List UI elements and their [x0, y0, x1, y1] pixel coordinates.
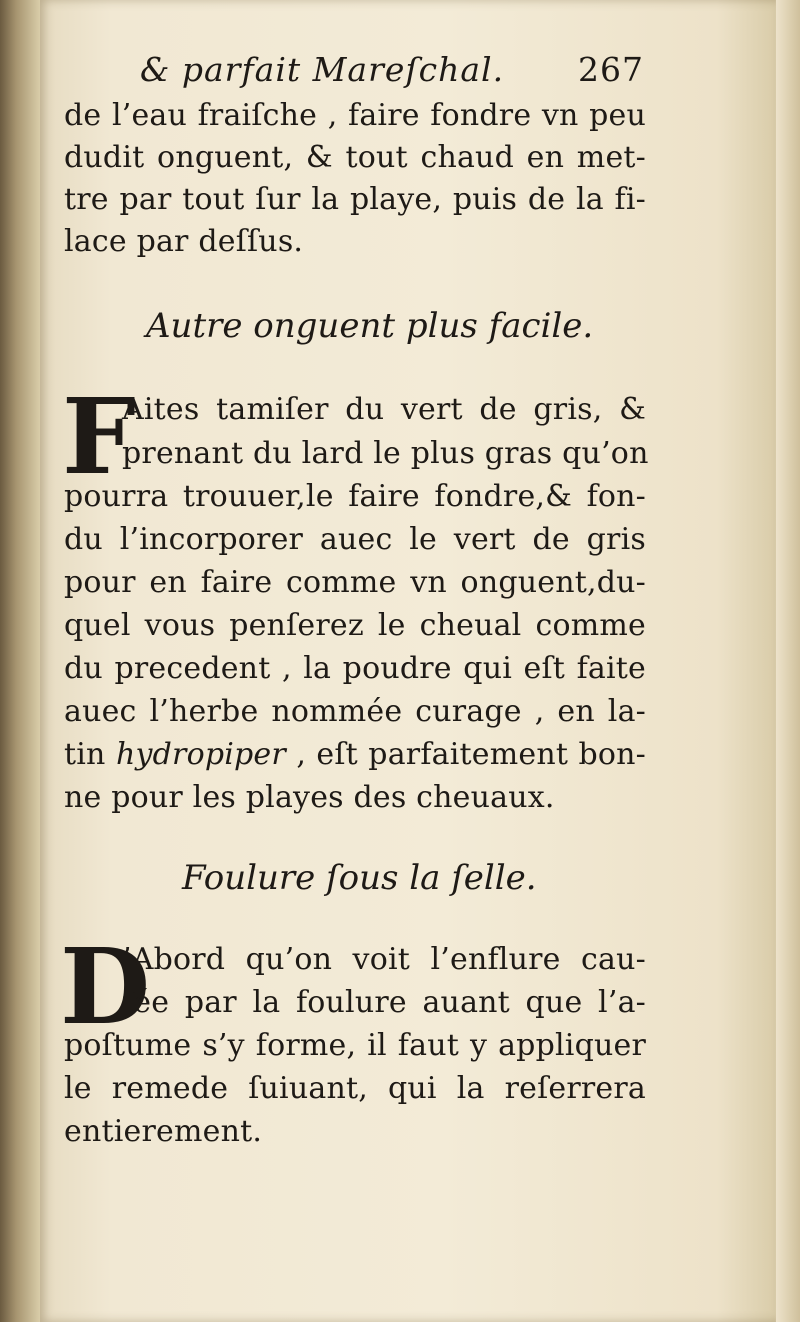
text-line: dudit onguent, & tout chaud en met-	[64, 140, 646, 175]
text-line: quel vous penſerez le cheual comme	[64, 608, 646, 643]
page-edge	[774, 0, 800, 1322]
text-line: le remede ſuiuant, qui la reſerrera	[64, 1071, 646, 1106]
drop-cap: D	[60, 925, 151, 1048]
text-line: Aites tamiſer du vert de gris, &	[122, 392, 646, 427]
text-line: ne pour les playes des cheuaux.	[64, 780, 555, 815]
text-line: de l’eau fraiſche , faire fondre vn peu	[64, 98, 646, 133]
text-line: tre par tout ſur la playe, puis de la fi-	[64, 182, 646, 217]
page-header	[140, 50, 660, 96]
running-title: & parfait Mareſchal.	[140, 50, 505, 89]
text-line: prenant du lard le plus gras qu’on	[122, 436, 649, 471]
text-line: ſée par la foulure auant que l’a-	[122, 985, 646, 1020]
section-heading: Foulure ſous la ſelle.	[182, 858, 537, 898]
text-line: poſtume s’y forme, il faut y appliquer	[64, 1028, 646, 1063]
text-line: lace par deſſus.	[64, 224, 304, 259]
text-line: auec l’herbe nommée curage , en la-	[64, 694, 646, 729]
section-heading: Autre onguent plus facile.	[146, 306, 594, 346]
text-line: du l’incorporer auec le vert de gris	[64, 522, 646, 557]
text-line: du precedent , la poudre qui eſt faite	[64, 651, 646, 686]
latin-term: hydropiper	[115, 737, 286, 772]
text-fragment: tin	[64, 737, 106, 772]
text-line: pour en faire comme vn onguent,du-	[64, 565, 646, 600]
text-line: ’Abord qu’on voit l’enflure cau-	[122, 942, 646, 977]
text-line	[64, 737, 646, 772]
text-line: entierement.	[64, 1114, 263, 1149]
binding-gutter	[0, 0, 40, 1322]
page-number: 267	[578, 50, 644, 89]
drop-cap: F	[62, 375, 136, 498]
text-line: pourra trouuer,le faire fondre,& fon-	[64, 479, 646, 514]
text-fragment: , eſt parfaitement bon-	[296, 737, 646, 772]
